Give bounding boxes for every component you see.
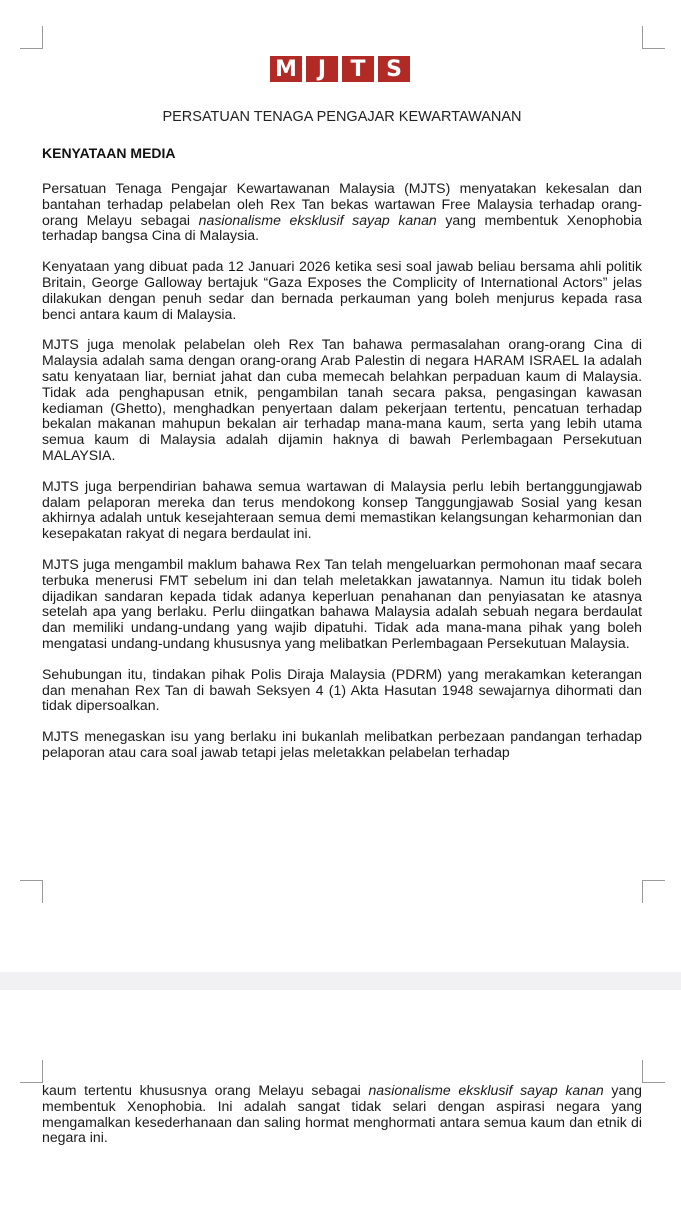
paragraph-text: yang membentuk Xenophobia terhadap bangsa Cina di Malaysia.: [42, 211, 642, 244]
emphasis-text: nasionalisme eksklusif sayap kanan: [368, 1082, 604, 1098]
crop-mark: [20, 880, 43, 903]
logo-letter: S: [378, 56, 410, 82]
paragraph-text: kaum tertentu khususnya orang Melayu sebagai: [42, 1082, 369, 1098]
crop-mark: [642, 26, 665, 49]
organization-title: PERSATUAN TENAGA PENGAJAR KEWARTAWANAN: [162, 109, 522, 125]
paragraph: [42, 1083, 642, 1146]
logo-letter: J: [306, 56, 338, 82]
crop-mark: [642, 1060, 665, 1083]
paragraph: MJTS juga menolak pelabelan oleh Rex Tan bahawa permasalahan orang-orang Cina di Malaysia adalah sama dengan orang-orang Arab Palestin di negara HARAM ISRAEL Ia adalah satu kenyataan liar, berniat jahat dan cuba memecah belahkan perpaduan kaum di Malaysia. Tidak ada penghapusan etnik, pengambilan tanah secara paksa, pengasingan kawasan kediaman (Ghetto), menghadkan penyertaan dalam pekerjaan tertentu, pencatuan terhadap bekalan makanan mahupun bekalan air terhadap mana-mana kaum, serta yang lebih utama semua kaum di Malaysia adalah dijamin haknya di bawah Perlembagaan Persekutuan MALAYSIA.: [42, 336, 642, 463]
crop-mark: [20, 26, 43, 49]
crop-mark: [20, 1060, 43, 1083]
logo-letter: T: [342, 56, 374, 82]
logo-letter: M: [270, 56, 302, 82]
paragraph-text: Persatuan Tenaga Pengajar Kewartawanan Malaysia (MJTS) menyatakan kekesalan dan bantahan terhadap pelabelan oleh Rex Tan bekas wartawan Free Malaysia terhadap orang-orang Melayu sebagai: [42, 180, 642, 228]
document-heading: KENYATAAN MEDIA: [42, 145, 176, 161]
paragraph: Kenyataan yang dibuat pada 12 Januari 2026 ketika sesi soal jawab beliau bersama ahli politik Britain, George Galloway bertajuk “Gaza Exposes the Complicity of International Actors” jelas dilakukan dengan penuh sedar dan bernada perkauman yang boleh menjurus kepada rasa benci antara kaum di Malaysia.: [42, 258, 642, 322]
paragraph-text: yang membentuk Xenophobia. Ini adalah sangat tidak selari dengan aspirasi negara yang mengamalkan kesederhanaan dan saling hormat menghormati antara semua kaum dan etnik di negara ini.: [42, 1082, 642, 1146]
paragraph: MJTS juga berpendirian bahawa semua wartawan di Malaysia perlu lebih bertanggungjawab dalam pelaporan mereka dan terus mendokong konsep Tanggungjawab Sosial yang kesan akhirnya adalah untuk kesejahteraan semua demi memastikan kelangsungan keharmonian dan kesepakatan rakyat di negara berdaulat ini.: [42, 477, 642, 542]
crop-mark: [642, 880, 665, 903]
mjts-logo: [270, 56, 410, 82]
paragraph: Sehubungan itu, tindakan pihak Polis Diraja Malaysia (PDRM) yang merakamkan keterangan dan menahan Rex Tan di bawah Seksyen 4 (1) Akta Hasutan 1948 sewajarnya dihormati dan tidak dipersoalkan.: [42, 665, 642, 714]
paragraph: MJTS menegaskan isu yang berlaku ini bukanlah melibatkan perbezaan pandangan terhadap pelaporan atau cara soal jawab tetapi jelas meletakkan pelabelan terhadap: [42, 728, 642, 760]
emphasis-text: nasionalisme eksklusif sayap kanan: [198, 211, 437, 228]
page-separator: [0, 972, 681, 990]
paragraph: [42, 181, 642, 244]
document-body: [42, 181, 642, 761]
paragraph: MJTS juga mengambil maklum bahawa Rex Tan telah mengeluarkan permohonan maaf secara terbuka menerusi FMT sebelum ini dan telah meletakkan jawatannya. Namun itu tidak boleh dijadikan sandaran kepada tidak adanya keperluan penahanan dan penyiasatan ke atasnya setelah apa yang berlaku. Perlu diingatkan bahawa Malaysia adalah sebuah negara berdaulat dan memiliki undang-undang yang wajib dipatuhi. Tidak ada mana-mana pihak yang boleh mengatasi undang-undang khususnya yang melibatkan Perlembagaan Persekutuan Malaysia.: [42, 555, 642, 651]
